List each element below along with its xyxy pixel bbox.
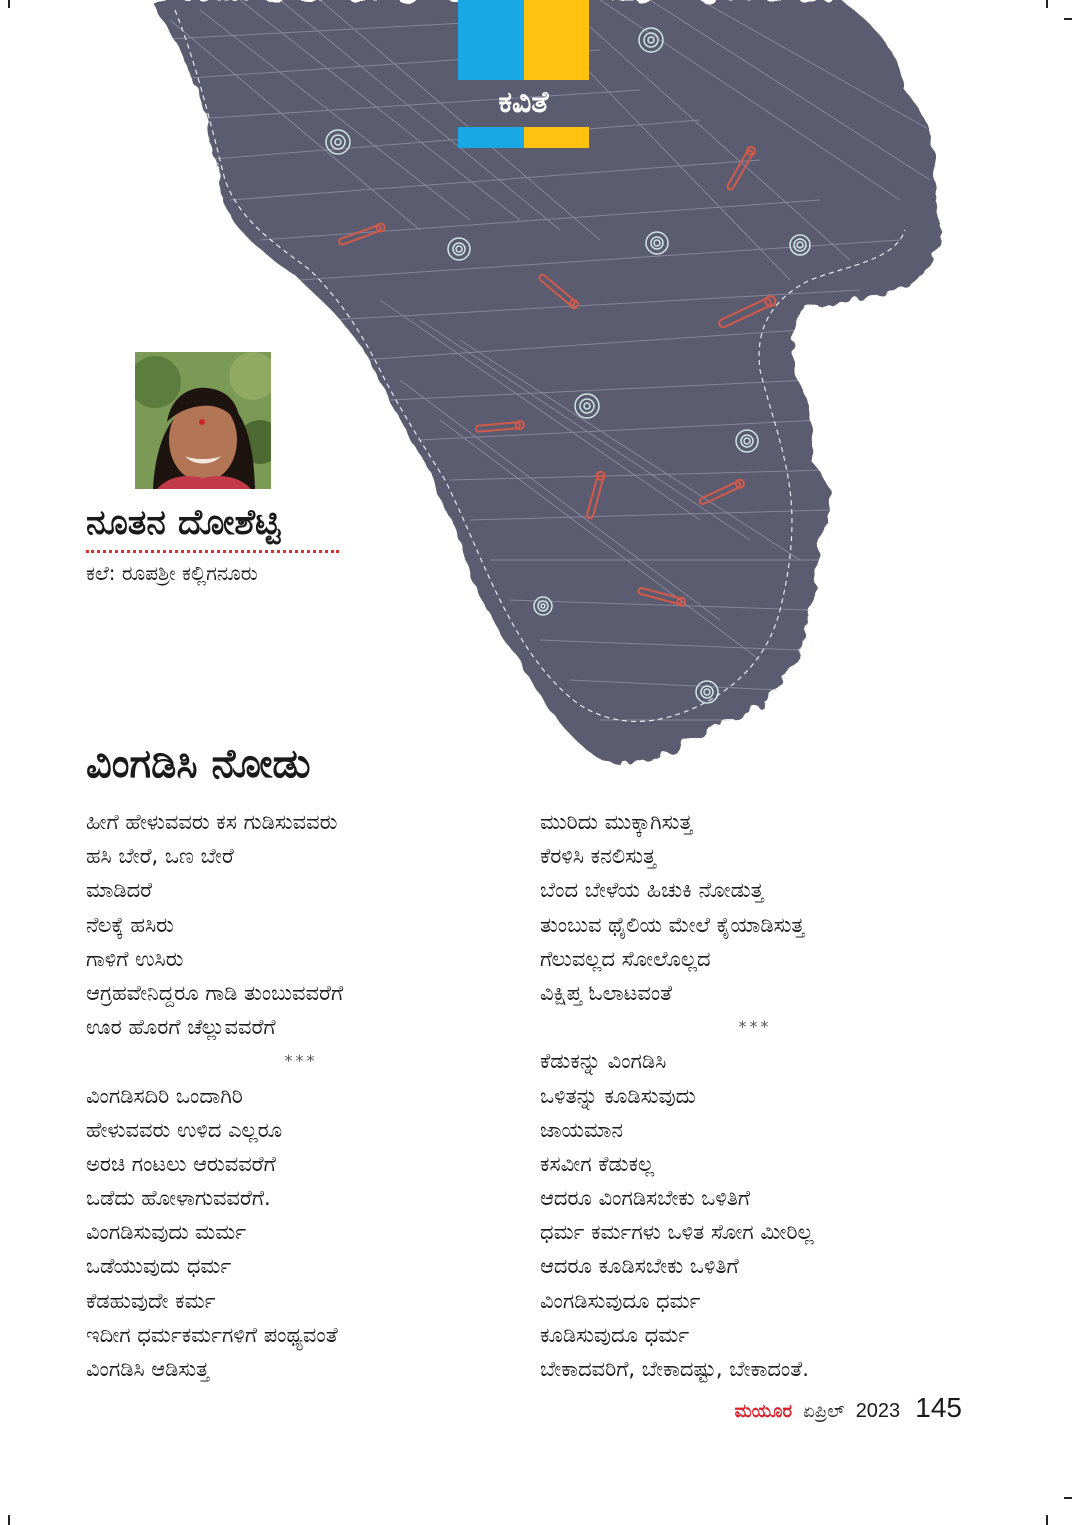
poem-line: ಕಸವೀಗ ಕೆಡುಕಲ್ಲ <box>540 1151 655 1176</box>
issue-year: 2023 <box>855 1400 901 1422</box>
poem-line: ಜಾಯಮಾನ <box>540 1117 624 1142</box>
poem-line: ಕೆಡಹುವುದೇ ಕರ್ಮ <box>86 1288 216 1313</box>
poem-column-right <box>540 805 970 1386</box>
crop-mark-bottom-left <box>8 1515 10 1525</box>
badge-yellow-bar <box>524 127 589 148</box>
poem-line: ಆದರೂ ಕೂಡಿಸಬೇಕು ಒಳಿತಿಗೆ <box>540 1254 739 1279</box>
section-label: ಕವಿತೆ <box>498 85 549 120</box>
poem-line: ತುಂಬುವ ಥೈಲಿಯ ಮೇಲೆ ಕೈಯಾಡಿಸುತ್ತ <box>540 912 805 937</box>
stanza-separator: *** <box>738 1017 772 1037</box>
section-badge <box>458 0 589 150</box>
poem-line: ಬೇಕಾದವರಿಗೆ, ಬೇಕಾದಷ್ಟು, ಬೇಕಾದಂತೆ. <box>540 1357 809 1381</box>
poem-line: ಗಾಳಿಗೆ ಉಸಿರು <box>86 946 184 971</box>
poem-line: ಮಾಡಿದರೆ <box>86 878 153 903</box>
page-number: 145 <box>915 1392 962 1423</box>
poem-line: ಊರ ಹೊರಗೆ ಚೆಲ್ಲುವವರೆಗೆ <box>86 1015 276 1040</box>
crop-mark-right-lower <box>1064 1497 1072 1499</box>
poem-column-left <box>86 805 516 1386</box>
issue-month: ಏಪ್ರಿಲ್ <box>803 1401 845 1422</box>
poem-line: ವಿಂಗಡಿಸದಿರಿ ಒಂದಾಗಿರಿ <box>86 1083 243 1108</box>
author-name: ನೂತನ ದೋಶೆಟ್ಟಿ <box>86 503 281 543</box>
poem-line: ಕೆಡುಕನ್ನು ವಿಂಗಡಿಸಿ <box>540 1049 667 1074</box>
poem-line: ಕೂಡಿಸುವುದೂ ಧರ್ಮ <box>540 1322 690 1347</box>
poem-line: ವಿಂಗಡಿಸುವುದೂ ಧರ್ಮ <box>540 1288 701 1313</box>
poem-line: ಆದರೂ ವಿಂಗಡಿಸಬೇಕು ಒಳಿತಿಗೆ <box>540 1186 751 1211</box>
poem-title: ವಿಂಗಡಿಸಿ ನೋಡು <box>86 741 311 787</box>
poem-line: ಒಡೆದು ಹೋಳಾಗುವವರೆಗೆ. <box>86 1186 271 1211</box>
poem-line: ಒಳಿತನ್ನು ಕೂಡಿಸುವುದು <box>540 1083 696 1108</box>
poem-line: ಬೆಂದ ಬೇಳೆಯ ಹಿಚುಕಿ ನೋಡುತ್ತ <box>540 878 764 903</box>
poem-line: ಹಸಿ ಬೇರೆ, ಒಣ ಬೇರೆ <box>86 844 234 869</box>
poem-line: ಒಡೆಯುವುದು ಧರ್ಮ <box>86 1254 232 1279</box>
stanza-separator: *** <box>284 1051 318 1071</box>
poem-line: ಹೀಗೆ ಹೇಳುವವರು ಕಸ ಗುಡಿಸುವವರು <box>86 810 338 834</box>
page-footer <box>735 1392 962 1424</box>
poem-line: ವಿಂಗಡಿಸುವುದು ಮರ್ಮ <box>86 1220 247 1245</box>
poem-line: ಇದೀಗ ಧರ್ಮಕರ್ಮಗಳಿಗೆ ಪಂಥ್ಯವಂತೆ <box>86 1322 338 1347</box>
poem-line: ಆಗ್ರಹವೇನಿದ್ದರೂ ಗಾಡಿ ತುಂಬುವವರೆಗೆ <box>86 980 344 1005</box>
poem-line: ಹೇಳುವವರು ಉಳಿದ ಎಲ್ಲರೂ <box>86 1117 283 1142</box>
poem-line: ನೆಲಕ್ಕೆ ಹಸಿರು <box>86 912 174 937</box>
badge-yellow-block <box>524 0 589 80</box>
poem-line: ಧರ್ಮ ಕರ್ಮಗಳು ಒಳಿತ ಸೋಗ ಮೀರಿಲ್ಲ <box>540 1220 814 1245</box>
crop-mark-bottom-right <box>1046 1515 1048 1525</box>
poem-line: ವಿಕ್ಷಿಪ್ತ ಓಲಾಟವಂತೆ <box>540 980 673 1005</box>
author-photo <box>135 352 271 489</box>
badge-blue-block <box>458 0 524 80</box>
author-underline <box>86 550 339 553</box>
poem-line: ಅರಚಿ ಗಂಟಲು ಆರುವವರೆಗೆ <box>86 1151 276 1176</box>
badge-blue-bar <box>458 127 524 148</box>
poem-line: ಗೆಲುವಲ್ಲದ ಸೋಲೊಲ್ಲದ <box>540 946 711 971</box>
magazine-name: ಮಯೂರ <box>734 1401 793 1422</box>
poem-line: ವಿಂಗಡಿಸಿ ಆಡಿಸುತ್ತ <box>86 1357 210 1381</box>
art-credit: ಕಲೆ: ರೂಪಶ್ರೀ ಕಲ್ಲಿಗನೂರು <box>86 561 258 585</box>
poem-line: ಕೆರಳಿಸಿ ಕನಲಿಸುತ್ತ <box>540 844 656 869</box>
poem-line: ಮುರಿದು ಮುಕ್ಕಾಗಿಸುತ್ತ <box>540 810 693 834</box>
